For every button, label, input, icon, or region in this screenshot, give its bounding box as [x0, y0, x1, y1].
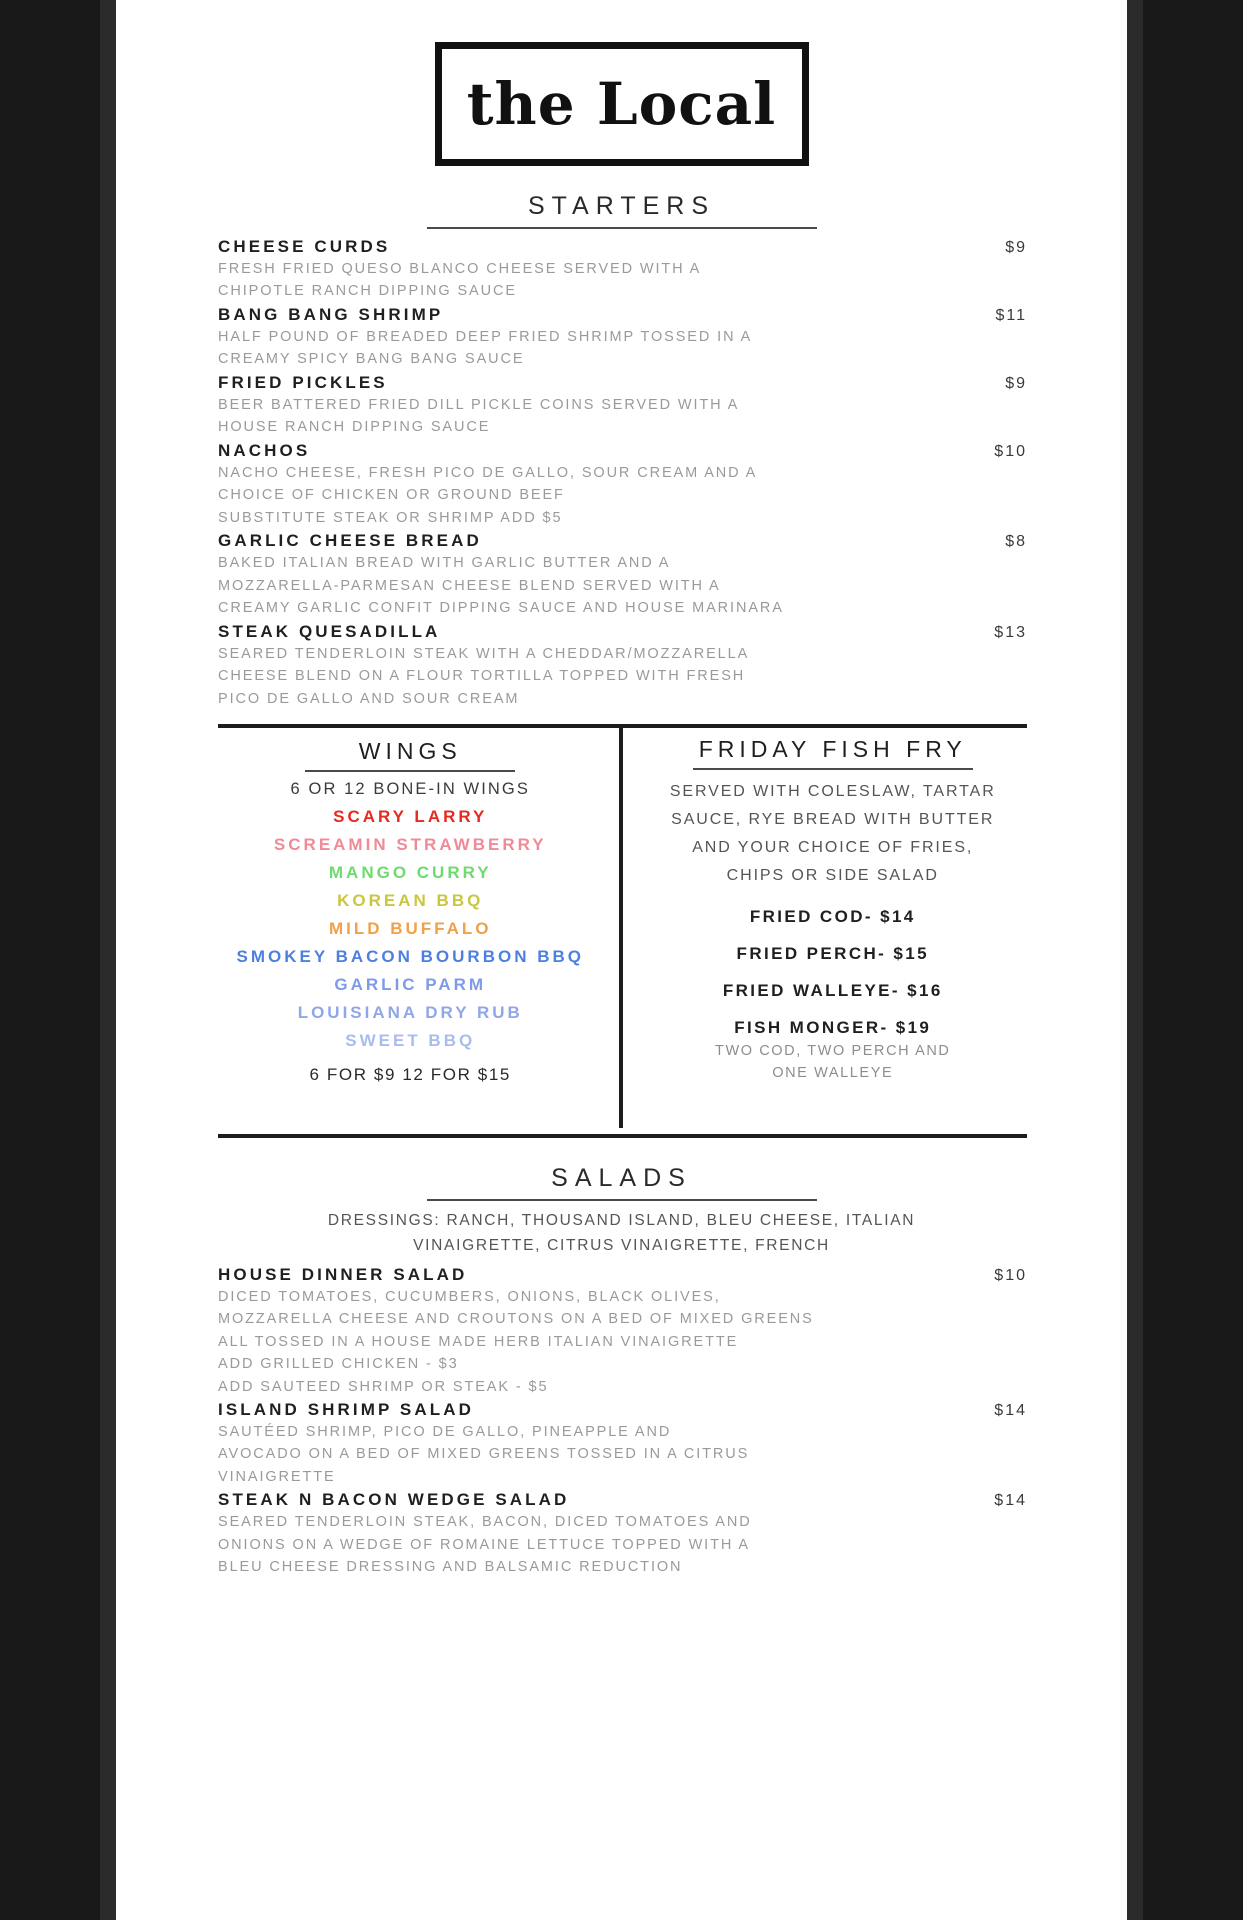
section-title-salads: SALADS [551, 1164, 692, 1193]
menu-item-head [218, 1400, 1027, 1420]
wing-flavor: KOREAN BBQ [337, 891, 484, 911]
menu-item-head [218, 1265, 1027, 1285]
menu-item-head [218, 305, 1027, 325]
fish-fry-item: FRIED WALLEYE- $16 [722, 981, 943, 1001]
description-line: SERVED WITH COLESLAW, TARTAR [669, 783, 996, 801]
wing-flavor: SCARY LARRY [333, 807, 488, 827]
description-line: ONE WALLEYE [772, 1064, 894, 1081]
description-line: MOZZARELLA-PARMESAN CHEESE BLEND SERVED WITH A [218, 577, 721, 594]
menu-item-name: STEAK N BACON WEDGE SALAD [218, 1490, 570, 1510]
description-line: SUBSTITUTE STEAK OR SHRIMP ADD $5 [218, 509, 563, 526]
menu-item-head [218, 441, 1027, 461]
description-line: ADD GRILLED CHICKEN - $3 [218, 1356, 459, 1373]
description-line: FRESH FRIED QUESO BLANCO CHEESE SERVED WITH A [218, 261, 702, 277]
fish-fry-divider [693, 768, 973, 770]
wing-flavor: SWEET BBQ [345, 1031, 476, 1051]
description-line: MOZZARELLA CHEESE AND CROUTONS ON A BED OF MIXED GREENS [218, 1311, 814, 1328]
wing-flavor: SCREAMIN STRAWBERRY [273, 835, 547, 855]
description-line: AND YOUR CHOICE OF FRIES, [692, 839, 974, 857]
restaurant-logo [435, 42, 809, 166]
menu-item-head [218, 237, 1027, 257]
menu-item-price: $8 [1005, 533, 1027, 551]
wing-flavor: LOUISIANA DRY RUB [297, 1003, 523, 1023]
description-line: VINAIGRETTE [218, 1468, 336, 1485]
description-line: ONIONS ON A WEDGE OF ROMAINE LETTUCE TOPPED WITH A [218, 1536, 750, 1553]
menu-item-description [218, 552, 1027, 619]
wing-flavor-list [218, 807, 603, 1051]
menu-item-price: $9 [1005, 239, 1027, 256]
description-line: CREAMY GARLIC CONFIT DIPPING SAUCE AND HOUSE MARINARA [218, 600, 784, 617]
description-line: SAUCE, RYE BREAD WITH BUTTER [671, 811, 995, 829]
menu-item-name: HOUSE DINNER SALAD [218, 1264, 468, 1284]
description-line: SAUTÉED SHRIMP, PICO DE GALLO, PINEAPPLE AND [218, 1423, 672, 1440]
restaurant-name: the Local [466, 70, 777, 138]
menu-item-name: NACHOS [218, 440, 311, 460]
wing-flavor: GARLIC PARM [334, 975, 487, 995]
description-line: AVOCADO ON A BED OF MIXED GREENS TOSSED IN A CITRUS [218, 1446, 750, 1463]
description-line: CHEESE BLEND ON A FLOUR TORTILLA TOPPED WITH FRESH [218, 668, 746, 685]
menu-item-name: GARLIC CHEESE BREAD [218, 531, 482, 551]
description-line: SEARED TENDERLOIN STEAK, BACON, DICED TOMATOES AND [218, 1514, 752, 1531]
description-line: TWO COD, TWO PERCH AND [714, 1043, 951, 1060]
menu-item-price: $10 [994, 1266, 1027, 1284]
section-title-wings: WINGS [358, 738, 462, 765]
left-edge-bar [0, 0, 100, 1920]
wings-subtitle: 6 OR 12 BONE-IN WINGS [290, 780, 530, 799]
menu-item [218, 441, 1027, 529]
menu-item-name: FRIED PICKLES [218, 372, 388, 392]
menu-item-description [218, 462, 1027, 529]
menu-item-price: $13 [994, 623, 1027, 641]
menu-item-name: BANG BANG SHRIMP [218, 304, 444, 324]
menu-item-description [218, 258, 1027, 303]
menu-item [218, 237, 1027, 303]
description-line: CHIPOTLE RANCH DIPPING SAUCE [218, 283, 517, 300]
menu-item-head [218, 373, 1027, 393]
salads-divider [427, 1199, 817, 1201]
section-divider [427, 227, 817, 229]
wings-fishfry-block [218, 728, 1027, 1128]
section-title-starters: STARTERS [527, 192, 716, 220]
menu-item-description [218, 643, 1027, 710]
menu-item-price: $9 [1005, 374, 1027, 392]
menu-item-price: $14 [994, 1401, 1027, 1419]
description-line: CHOICE OF CHICKEN OR GROUND BEEF [218, 487, 565, 504]
menu-item-price: $11 [995, 306, 1027, 324]
wings-column [218, 728, 623, 1128]
menu-item [218, 531, 1027, 619]
right-inner-bar [1127, 0, 1143, 1920]
menu-item-description [218, 1511, 1027, 1578]
menu-item-description [218, 1286, 1027, 1398]
description-line: ADD SAUTEED SHRIMP OR STEAK - $5 [218, 1378, 549, 1395]
description-line: BAKED ITALIAN BREAD WITH GARLIC BUTTER AND A [218, 555, 671, 572]
description-line: CREAMY SPICY BANG BANG SAUCE [218, 351, 525, 368]
menu-item-description [218, 326, 1027, 371]
dressing-line: DRESSINGS: RANCH, THOUSAND ISLAND, BLEU CHEESE, ITALIAN [327, 1212, 916, 1230]
description-line: DICED TOMATOES, CUCUMBERS, ONIONS, BLACK OLIVES, [218, 1288, 721, 1305]
menu-item [218, 373, 1027, 439]
menu-item [218, 1265, 1027, 1398]
menu-sheet [116, 0, 1127, 1920]
fish-fry-item-note [639, 1041, 1028, 1085]
fish-fry-item-list [639, 907, 1028, 1085]
menu-item [218, 622, 1027, 710]
menu-item-price: $14 [994, 1492, 1027, 1510]
menu-item [218, 305, 1027, 371]
wing-flavor: SMOKEY BACON BOURBON BBQ [236, 947, 584, 967]
description-line: ALL TOSSED IN A HOUSE MADE HERB ITALIAN VINAIGRETTE [218, 1333, 739, 1350]
menu-item-head [218, 1490, 1027, 1510]
section-divider-thick-bottom [218, 1134, 1027, 1138]
right-edge-bar [1143, 0, 1243, 1920]
menu-item-description [218, 394, 1027, 439]
menu-item-price: $10 [994, 442, 1027, 460]
menu-item-head [218, 531, 1027, 551]
fish-fry-item: FRIED COD- $14 [749, 907, 916, 927]
fish-fry-item: FRIED PERCH- $15 [736, 944, 929, 964]
description-line: NACHO CHEESE, FRESH PICO DE GALLO, SOUR CREAM AND A [218, 464, 758, 481]
fish-fry-column [623, 728, 1028, 1128]
description-line: SEARED TENDERLOIN STEAK WITH A CHEDDAR/MOZZARELLA [218, 645, 750, 662]
menu-item-name: ISLAND SHRIMP SALAD [218, 1399, 474, 1419]
section-title-fish-fry: FRIDAY FISH FRY [698, 736, 967, 763]
wings-price-line: 6 FOR $9 12 FOR $15 [309, 1065, 511, 1085]
menu-item [218, 1490, 1027, 1578]
menu-item-head [218, 622, 1027, 642]
description-line: PICO DE GALLO AND SOUR CREAM [218, 690, 520, 707]
fish-fry-description [639, 778, 1028, 890]
description-line: BLEU CHEESE DRESSING AND BALSAMIC REDUCTION [218, 1559, 683, 1576]
salads-list [116, 1265, 1127, 1579]
description-line: HOUSE RANCH DIPPING SAUCE [218, 419, 491, 436]
wing-flavor: MANGO CURRY [328, 863, 492, 883]
fish-fry-item: FISH MONGER- $19 [734, 1018, 932, 1038]
wing-flavor: MILD BUFFALO [328, 919, 492, 939]
menu-item [218, 1400, 1027, 1488]
wings-divider [305, 770, 515, 772]
description-line: CHIPS OR SIDE SALAD [726, 867, 939, 885]
starters-list [116, 237, 1127, 710]
description-line: BEER BATTERED FRIED DILL PICKLE COINS SERVED WITH A [218, 396, 740, 413]
menu-item-name: STEAK QUESADILLA [218, 621, 441, 641]
menu-item-name: CHEESE CURDS [218, 237, 391, 256]
left-inner-bar [100, 0, 116, 1920]
dressing-line: VINAIGRETTE, CITRUS VINAIGRETTE, FRENCH [413, 1236, 830, 1254]
menu-item-description [218, 1421, 1027, 1488]
description-line: HALF POUND OF BREADED DEEP FRIED SHRIMP TOSSED IN A [218, 328, 753, 345]
salad-dressings [226, 1209, 1017, 1259]
